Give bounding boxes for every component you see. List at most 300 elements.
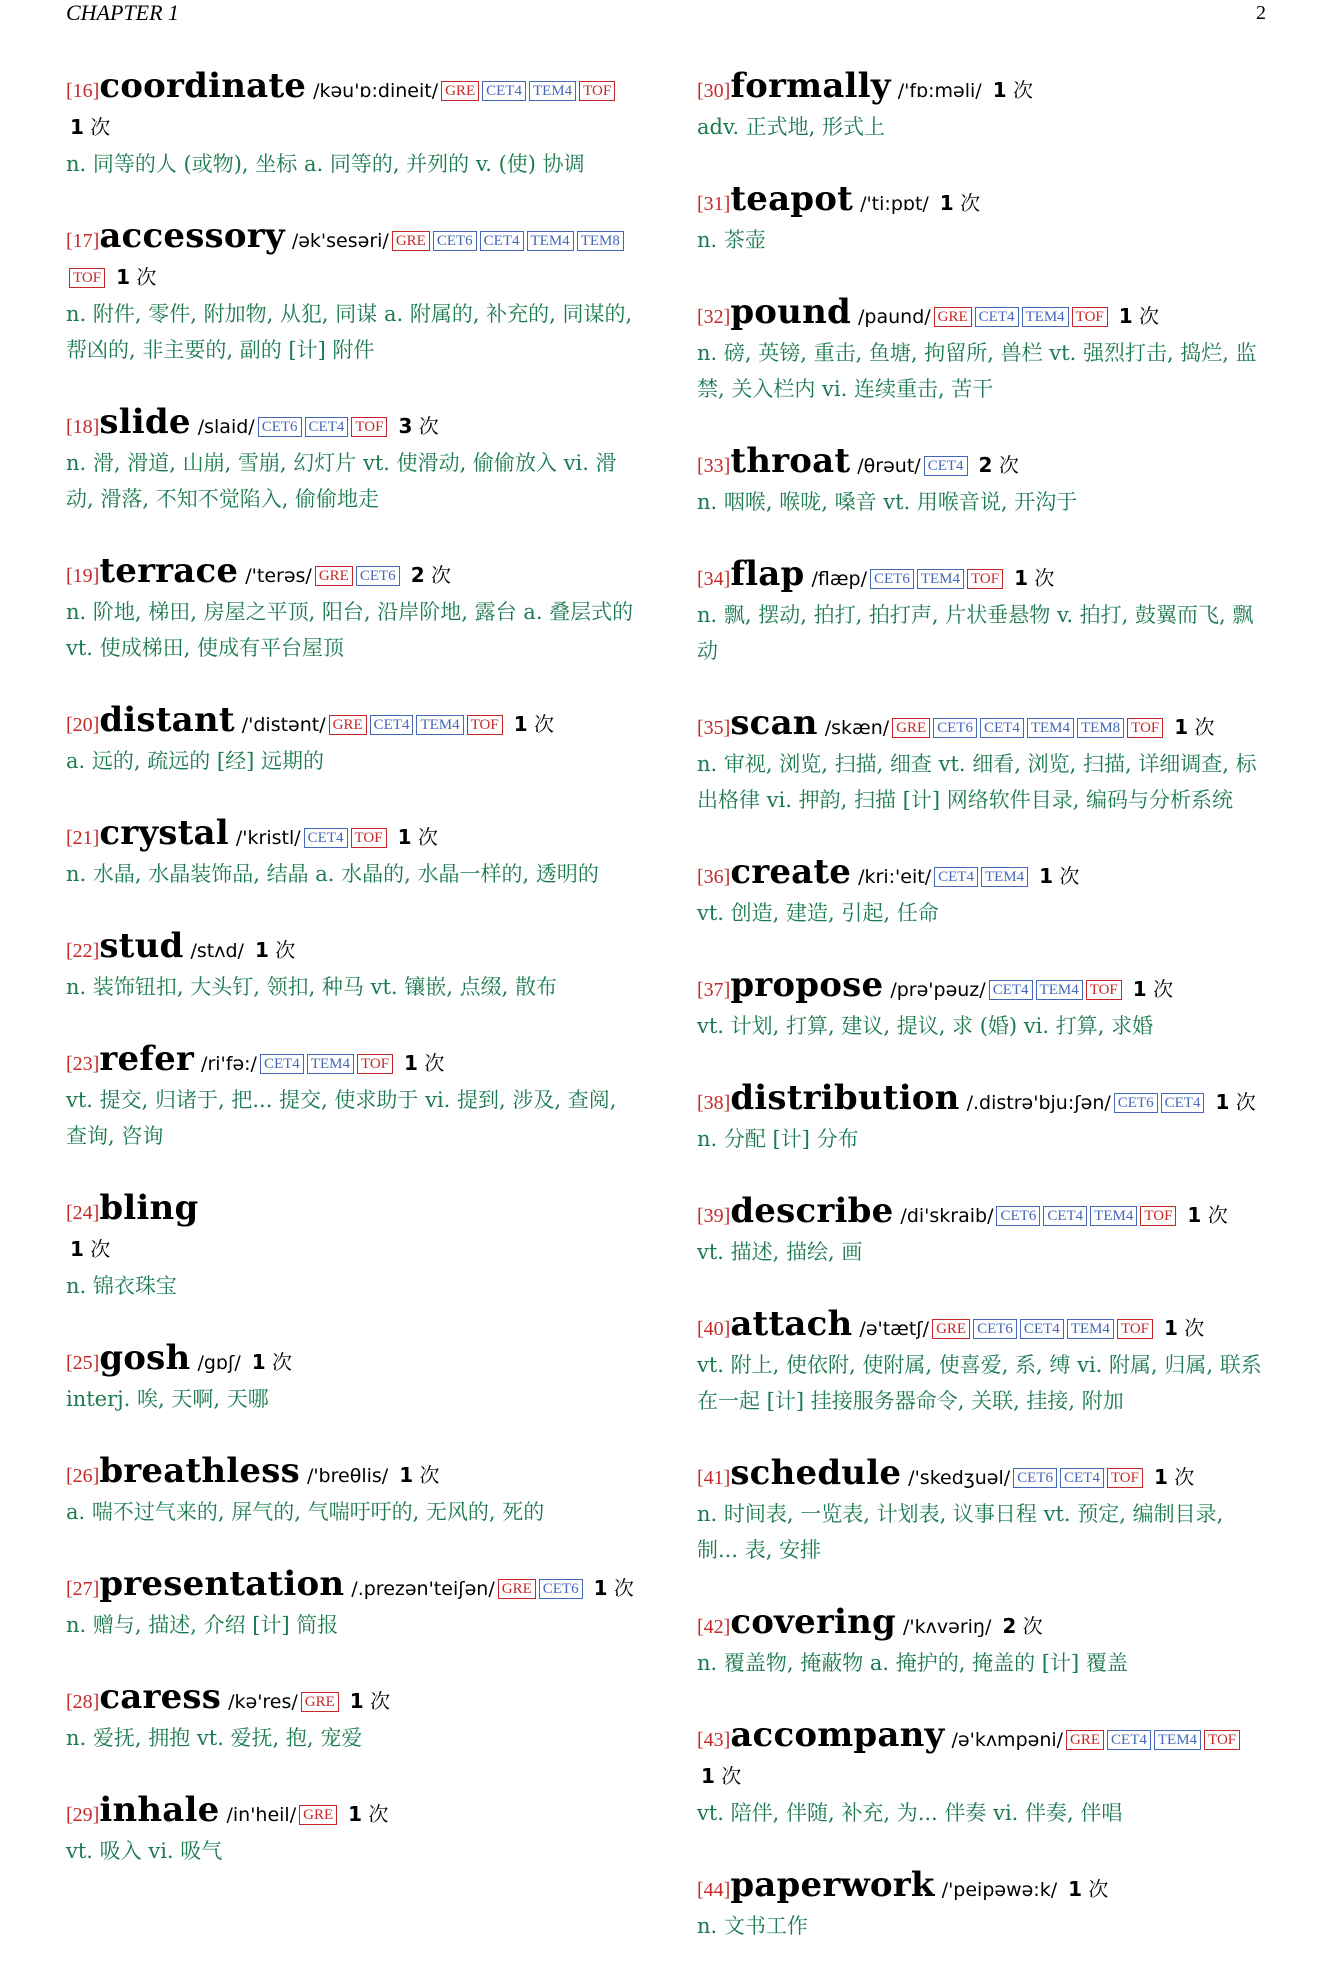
entry-phonetic: /.distrə'bju:ʃən/	[966, 1092, 1111, 1114]
frequency-unit: 次	[272, 1350, 293, 1374]
exam-tag: CET6	[1114, 1093, 1158, 1113]
entry-word: distant	[99, 700, 235, 740]
exam-tag: CET4	[260, 1054, 304, 1074]
frequency-unit: 次	[1022, 1614, 1043, 1638]
exam-tag: TOF	[579, 81, 615, 101]
entry-headline	[697, 1306, 1265, 1347]
vocab-entry	[697, 967, 1265, 1044]
entry-index: [20]	[66, 714, 100, 736]
entry-word: scan	[730, 703, 818, 743]
vocab-entry	[697, 854, 1265, 931]
entry-phonetic: /ri'fə:/	[201, 1053, 257, 1075]
entry-frequency	[1014, 566, 1054, 590]
entry-phonetic: /prə'pəuz/	[890, 979, 986, 1001]
frequency-count: 1	[254, 938, 269, 962]
vocab-entry	[697, 1455, 1265, 1568]
exam-tag: CET6	[258, 417, 302, 437]
entry-definition: n. 水晶, 水晶装饰品, 结晶 a. 水晶的, 水晶一样的, 透明的	[66, 862, 599, 886]
entry-phonetic: /ə'tætʃ/	[859, 1318, 930, 1340]
entry-definition: n. 分配 [计] 分布	[697, 1127, 859, 1151]
exam-tag: CET4	[1107, 1730, 1151, 1750]
entry-headline	[66, 218, 634, 296]
exam-tag: TOF	[69, 268, 105, 288]
vocab-entry	[66, 218, 634, 368]
entry-index: [38]	[697, 1092, 731, 1114]
vocab-entry	[66, 1190, 634, 1304]
page-number: 2	[1256, 2, 1266, 24]
entry-index: [40]	[697, 1318, 731, 1340]
frequency-count: 1	[513, 712, 528, 736]
entry-word: flap	[730, 554, 805, 594]
exam-tag: CET4	[1043, 1206, 1087, 1226]
exam-tag: CET6	[1013, 1468, 1057, 1488]
exam-tag: TEM4	[527, 231, 574, 251]
entry-index: [16]	[66, 80, 100, 102]
frequency-count: 1	[1215, 1090, 1230, 1114]
exam-tag: TEM4	[416, 715, 463, 735]
frequency-count: 1	[399, 1463, 414, 1487]
frequency-unit: 次	[275, 938, 296, 962]
frequency-unit: 次	[1034, 566, 1055, 590]
entry-phonetic: /paund/	[858, 306, 931, 328]
exam-tag: TEM4	[981, 867, 1028, 887]
entry-index: [27]	[66, 1578, 100, 1600]
entry-phonetic: /'distənt/	[241, 714, 326, 736]
entry-index: [37]	[697, 979, 731, 1001]
entry-index: [33]	[697, 455, 731, 477]
entry-frequency	[993, 78, 1033, 102]
vocab-entry	[697, 443, 1265, 520]
frequency-count: 1	[70, 1237, 84, 1261]
entry-frequency	[116, 265, 156, 289]
entry-frequency	[701, 1764, 741, 1788]
entry-frequency	[1119, 304, 1159, 328]
page-header	[66, 0, 1266, 30]
frequency-unit: 次	[1139, 304, 1160, 328]
vocab-entry	[66, 1679, 634, 1756]
entry-definition: n. 茶壶	[697, 228, 766, 252]
frequency-unit: 次	[1012, 78, 1033, 102]
entry-definition: vt. 附上, 使依附, 使附属, 使喜爱, 系, 缚 vi. 附属, 归属, 联系在一起 [计] 挂接服务器命令, 关联, 挂接, 附加	[697, 1353, 1262, 1413]
entry-index: [32]	[697, 306, 731, 328]
exam-tag: GRE	[392, 231, 430, 251]
exam-tag: CET4	[1161, 1093, 1205, 1113]
entry-frequency	[1002, 1614, 1042, 1638]
vocab-entry	[697, 1080, 1265, 1157]
entry-headline	[697, 967, 1265, 1008]
entry-index: [29]	[66, 1804, 100, 1826]
entry-word: accessory	[99, 216, 285, 256]
frequency-count: 1	[1164, 1316, 1178, 1340]
entry-phonetic: /gɒʃ/	[197, 1352, 241, 1374]
entry-phonetic: /skæn/	[824, 717, 890, 739]
frequency-unit: 次	[417, 825, 438, 849]
entry-word: presentation	[99, 1564, 345, 1604]
vocab-entry	[66, 1340, 634, 1417]
entry-phonetic: /kri:'eit/	[858, 866, 932, 888]
frequency-unit: 次	[1235, 1090, 1256, 1114]
exam-tag: TEM4	[529, 81, 576, 101]
exam-tag: TOF	[967, 569, 1003, 589]
entry-word: formally	[730, 66, 891, 106]
frequency-count: 1	[404, 1051, 418, 1075]
vocab-entry	[66, 928, 634, 1005]
entry-index: [39]	[697, 1205, 731, 1227]
entry-definition: n. 滑, 滑道, 山崩, 雪崩, 幻灯片 vt. 使滑动, 偷偷放入 vi. 滑动, 滑落, 不知不觉陷入, 偷偷地走	[66, 451, 617, 511]
entry-index: [25]	[66, 1352, 100, 1374]
vocab-entry	[66, 1792, 634, 1869]
entry-headline	[697, 68, 1265, 109]
entry-index: [17]	[66, 230, 100, 252]
exam-tag: TEM4	[917, 569, 964, 589]
entry-phonetic: /kəu'ɒ:dineit/	[313, 80, 439, 102]
vocab-entry	[66, 1566, 634, 1643]
entry-index: [28]	[66, 1691, 100, 1713]
entry-definition: n. 飘, 摆动, 拍打, 拍打声, 片状垂悬物 v. 拍打, 鼓翼而飞, 飘动	[697, 603, 1254, 663]
entry-frequency	[1039, 864, 1079, 888]
frequency-count: 1	[348, 1802, 363, 1826]
entry-word: caress	[99, 1677, 222, 1717]
entry-frequency	[1164, 1316, 1204, 1340]
vocab-entry	[66, 815, 634, 892]
entry-headline	[697, 1080, 1265, 1121]
entry-headline	[697, 1455, 1265, 1496]
frequency-unit: 次	[998, 453, 1019, 477]
entry-definition: n. 附件, 零件, 附加物, 从犯, 同谋 a. 附属的, 补充的, 同谋的, 帮凶的, 非主要的, 副的 [计] 附件	[66, 302, 633, 362]
entry-frequency	[70, 1237, 110, 1261]
entry-frequency	[70, 115, 110, 139]
exam-tag: CET6	[973, 1319, 1017, 1339]
vocab-entry	[697, 294, 1265, 407]
entry-word: covering	[730, 1602, 897, 1642]
entry-definition: vt. 陪伴, 伴随, 补充, 为... 伴奏 vi. 伴奏, 伴唱	[697, 1801, 1123, 1825]
entry-word: terrace	[99, 551, 239, 591]
entry-definition: a. 远的, 疏远的 [经] 远期的	[66, 749, 324, 773]
entry-word: describe	[730, 1191, 894, 1231]
frequency-count: 2	[1002, 1614, 1017, 1638]
entry-frequency	[411, 563, 451, 587]
exam-tag: CET4	[980, 718, 1024, 738]
exam-tag: GRE	[934, 307, 972, 327]
entry-headline	[66, 702, 634, 743]
entry-frequency	[1215, 1090, 1255, 1114]
entry-phonetic: /flæp/	[811, 568, 867, 590]
exam-tag: CET4	[480, 231, 524, 251]
entry-definition: n. 时间表, 一览表, 计划表, 议事日程 vt. 预定, 编制目录, 制... 表, 安排	[697, 1502, 1224, 1562]
frequency-unit: 次	[1174, 1465, 1195, 1489]
frequency-count: 1	[70, 115, 84, 139]
entry-headline	[66, 1566, 634, 1607]
entry-headline	[66, 404, 634, 445]
entry-word: accompany	[730, 1715, 945, 1755]
exam-tag: TEM8	[577, 231, 624, 251]
entry-headline	[697, 294, 1265, 335]
entry-definition: n. 审视, 浏览, 扫描, 细查 vt. 细看, 浏览, 扫描, 详细调查, 标出格律 vi. 押韵, 扫描 [计] 网络软件目录, 编码与分析系统	[697, 752, 1257, 812]
frequency-unit: 次	[1153, 977, 1174, 1001]
entry-headline	[66, 1340, 634, 1381]
entry-phonetic: /slaid/	[197, 416, 255, 438]
entry-headline	[697, 556, 1265, 597]
entry-frequency	[1068, 1877, 1108, 1901]
vocab-entry	[66, 553, 634, 666]
entry-word: coordinate	[99, 66, 307, 106]
entry-frequency	[1174, 715, 1214, 739]
frequency-count: 2	[410, 563, 425, 587]
frequency-count: 1	[1039, 864, 1054, 888]
entry-index: [21]	[66, 827, 100, 849]
entry-frequency	[255, 938, 295, 962]
entry-headline	[66, 1190, 634, 1268]
exam-tag: CET4	[924, 456, 968, 476]
exam-tag: TOF	[1204, 1730, 1240, 1750]
exam-tag: CET4	[989, 980, 1033, 1000]
frequency-unit: 次	[1207, 1203, 1228, 1227]
vocab-entry	[66, 1041, 634, 1154]
entry-word: throat	[730, 441, 851, 481]
entry-word: teapot	[730, 179, 854, 219]
frequency-unit: 次	[136, 265, 157, 289]
entry-headline	[697, 181, 1265, 222]
entry-definition: n. 爱抚, 拥抱 vt. 爱抚, 抱, 宠爱	[66, 1726, 363, 1750]
entry-definition: n. 文书工作	[697, 1914, 808, 1938]
entry-frequency	[252, 1350, 292, 1374]
exam-tag: GRE	[892, 718, 930, 738]
exam-tag: TOF	[1140, 1206, 1176, 1226]
entry-word: create	[730, 852, 852, 892]
entry-definition: n. 磅, 英镑, 重击, 鱼塘, 拘留所, 兽栏 vt. 强烈打击, 捣烂, 监禁, 关入栏内 vi. 连续重击, 苦干	[697, 341, 1257, 401]
exam-tag: CET4	[934, 867, 978, 887]
entry-word: refer	[99, 1039, 195, 1079]
entry-word: schedule	[730, 1453, 902, 1493]
entry-definition: vt. 计划, 打算, 建议, 提议, 求 (婚) vi. 打算, 求婚	[697, 1014, 1154, 1038]
vocab-entry	[66, 404, 634, 517]
entry-phonetic: /'ti:pɒt/	[860, 193, 929, 215]
exam-tag: GRE	[301, 1692, 339, 1712]
entry-index: [34]	[697, 568, 731, 590]
entry-frequency	[398, 825, 438, 849]
entry-word: propose	[730, 965, 884, 1005]
exam-tag: CET6	[539, 1579, 583, 1599]
frequency-unit: 次	[368, 1802, 389, 1826]
exam-tag: CET6	[870, 569, 914, 589]
exam-tag: TOF	[1127, 718, 1163, 738]
exam-tag: TOF	[467, 715, 503, 735]
entry-word: slide	[99, 402, 191, 442]
frequency-unit: 次	[418, 414, 439, 438]
exam-tag: TEM4	[1022, 307, 1069, 327]
entry-index: [18]	[66, 416, 100, 438]
exam-tag: CET6	[356, 566, 400, 586]
frequency-unit: 次	[370, 1689, 391, 1713]
frequency-count: 1	[1068, 1877, 1083, 1901]
frequency-count: 1	[1174, 715, 1189, 739]
entry-definition: n. 装饰钮扣, 大头钉, 领扣, 种马 vt. 镶嵌, 点缀, 散布	[66, 975, 557, 999]
entry-phonetic: /'fɒ:məli/	[897, 80, 982, 102]
frequency-unit: 次	[534, 712, 555, 736]
entry-word: paperwork	[730, 1865, 935, 1905]
exam-tag: GRE	[1066, 1730, 1104, 1750]
exam-tag: CET4	[482, 81, 526, 101]
frequency-count: 1	[1118, 304, 1133, 328]
exam-tag: TOF	[1072, 307, 1108, 327]
frequency-count: 1	[939, 191, 954, 215]
entry-phonetic: /ək'sesəri/	[291, 230, 389, 252]
entry-definition: vt. 描述, 描绘, 画	[697, 1240, 863, 1264]
entry-phonetic: /'skedʒuəl/	[908, 1467, 1011, 1489]
frequency-unit: 次	[419, 1463, 440, 1487]
vocab-entry	[697, 68, 1265, 145]
entry-index: [22]	[66, 940, 100, 962]
frequency-unit: 次	[1194, 715, 1215, 739]
exam-tag: CET4	[1020, 1319, 1064, 1339]
vocab-entry	[66, 702, 634, 779]
exam-tag: TOF	[1107, 1468, 1143, 1488]
frequency-count: 1	[1187, 1203, 1202, 1227]
entry-frequency	[940, 191, 980, 215]
frequency-count: 1	[1132, 977, 1147, 1001]
entry-definition: n. 阶地, 梯田, 房屋之平顶, 阳台, 沿岸阶地, 露台 a. 叠层式的 vt. 使成梯田, 使成有平台屋顶	[66, 600, 634, 660]
entry-phonetic: /di'skraib/	[900, 1205, 994, 1227]
entry-headline	[697, 1717, 1265, 1795]
vocab-entry	[697, 1306, 1265, 1419]
exam-tag: TOF	[351, 828, 387, 848]
frequency-count: 1	[251, 1350, 266, 1374]
entry-frequency	[350, 1689, 390, 1713]
vocab-entry	[697, 556, 1265, 669]
entry-frequency	[399, 1463, 439, 1487]
entry-word: crystal	[99, 813, 229, 853]
exam-tag: TEM4	[1036, 980, 1083, 1000]
entry-definition: interj. 唉, 天啊, 天哪	[66, 1387, 269, 1411]
vocab-entry	[697, 705, 1265, 818]
entry-index: [26]	[66, 1465, 100, 1487]
entry-frequency	[594, 1576, 634, 1600]
exam-tag: TEM4	[307, 1054, 354, 1074]
entry-frequency	[1187, 1203, 1227, 1227]
exam-tag: TEM4	[1067, 1319, 1114, 1339]
exam-tag: GRE	[329, 715, 367, 735]
exam-tag: TOF	[1086, 980, 1122, 1000]
exam-tag: TEM4	[1090, 1206, 1137, 1226]
frequency-count: 1	[992, 78, 1007, 102]
entry-index: [23]	[66, 1053, 100, 1075]
entry-phonetic: /in'heil/	[226, 1804, 297, 1826]
entry-headline	[697, 443, 1265, 484]
entry-headline	[697, 854, 1265, 895]
frequency-unit: 次	[90, 1237, 111, 1261]
entry-headline	[66, 815, 634, 856]
entry-frequency	[514, 712, 554, 736]
frequency-unit: 次	[1059, 864, 1080, 888]
frequency-count: 1	[701, 1764, 715, 1788]
entry-headline	[697, 705, 1265, 746]
entry-index: [31]	[697, 193, 731, 215]
entry-headline	[697, 1604, 1265, 1645]
vocab-entry	[697, 1193, 1265, 1270]
exam-tag: GRE	[441, 81, 479, 101]
entry-phonetic: /'terəs/	[245, 565, 312, 587]
frequency-count: 1	[349, 1689, 364, 1713]
right-column	[697, 68, 1265, 1980]
entry-word: breathless	[99, 1451, 300, 1491]
frequency-unit: 次	[1088, 1877, 1109, 1901]
exam-tag: GRE	[932, 1319, 970, 1339]
entry-word: distribution	[730, 1078, 960, 1118]
entry-definition: vt. 吸入 vi. 吸气	[66, 1839, 223, 1863]
vocab-entry	[697, 1604, 1265, 1681]
entry-headline	[66, 1453, 634, 1494]
entry-word: attach	[730, 1304, 853, 1344]
frequency-count: 1	[1014, 566, 1028, 590]
exam-tag: CET4	[975, 307, 1019, 327]
entry-frequency	[1133, 977, 1173, 1001]
vocab-entry	[697, 181, 1265, 258]
entry-headline	[697, 1867, 1265, 1908]
exam-tag: TOF	[1117, 1319, 1153, 1339]
frequency-count: 1	[397, 825, 412, 849]
entry-index: [42]	[697, 1616, 731, 1638]
entry-phonetic: /ə'kʌmpəni/	[951, 1729, 1064, 1751]
entry-definition: vt. 创造, 建造, 引起, 任命	[697, 901, 939, 925]
entry-phonetic: /stʌd/	[190, 940, 244, 962]
frequency-count: 1	[1153, 1465, 1168, 1489]
exam-tag: CET4	[1060, 1468, 1104, 1488]
entry-phonetic: /'peipəwə:k/	[941, 1879, 1058, 1901]
entry-word: stud	[99, 926, 184, 966]
frequency-unit: 次	[613, 1576, 634, 1600]
entry-definition: n. 覆盖物, 掩蔽物 a. 掩护的, 掩盖的 [计] 覆盖	[697, 1651, 1128, 1675]
entry-index: [24]	[66, 1202, 100, 1224]
entry-headline	[66, 1679, 634, 1720]
entry-index: [43]	[697, 1729, 731, 1751]
entry-phonetic: /kə'res/	[228, 1691, 298, 1713]
exam-tag: TOF	[351, 417, 387, 437]
frequency-count: 1	[593, 1576, 608, 1600]
frequency-unit: 次	[1184, 1316, 1205, 1340]
frequency-unit: 次	[430, 563, 451, 587]
entry-definition: n. 咽喉, 喉咙, 嗓音 vt. 用喉音说, 开沟于	[697, 490, 1078, 514]
entry-frequency	[979, 453, 1019, 477]
entry-headline	[66, 68, 634, 146]
exam-tag: TOF	[357, 1054, 393, 1074]
entry-phonetic: /'kʌvəriŋ/	[903, 1616, 992, 1638]
entry-index: [41]	[697, 1467, 731, 1489]
entry-index: [36]	[697, 866, 731, 888]
entry-frequency	[348, 1802, 388, 1826]
exam-tag: GRE	[299, 1805, 337, 1825]
entry-index: [19]	[66, 565, 100, 587]
frequency-unit: 次	[721, 1764, 742, 1788]
frequency-unit: 次	[960, 191, 981, 215]
entry-definition: vt. 提交, 归诸于, 把... 提交, 使求助于 vi. 提到, 涉及, 查阅, 查询, 咨询	[66, 1088, 617, 1148]
entry-headline	[66, 1792, 634, 1833]
exam-tag: CET4	[305, 417, 349, 437]
entry-frequency	[1154, 1465, 1194, 1489]
entry-headline	[66, 553, 634, 594]
vocab-entry	[697, 1717, 1265, 1831]
entry-headline	[66, 928, 634, 969]
vocab-entry	[66, 68, 634, 182]
entry-headline	[697, 1193, 1265, 1234]
exam-tag: CET6	[996, 1206, 1040, 1226]
exam-tag: CET6	[433, 231, 477, 251]
entry-definition: n. 赠与, 描述, 介绍 [计] 简报	[66, 1613, 339, 1637]
frequency-count: 1	[116, 265, 130, 289]
entry-word: inhale	[99, 1790, 220, 1830]
exam-tag: CET4	[304, 828, 348, 848]
entry-phonetic: /'kristl/	[235, 827, 301, 849]
entry-phonetic: /.prezən'teiʃən/	[351, 1578, 495, 1600]
